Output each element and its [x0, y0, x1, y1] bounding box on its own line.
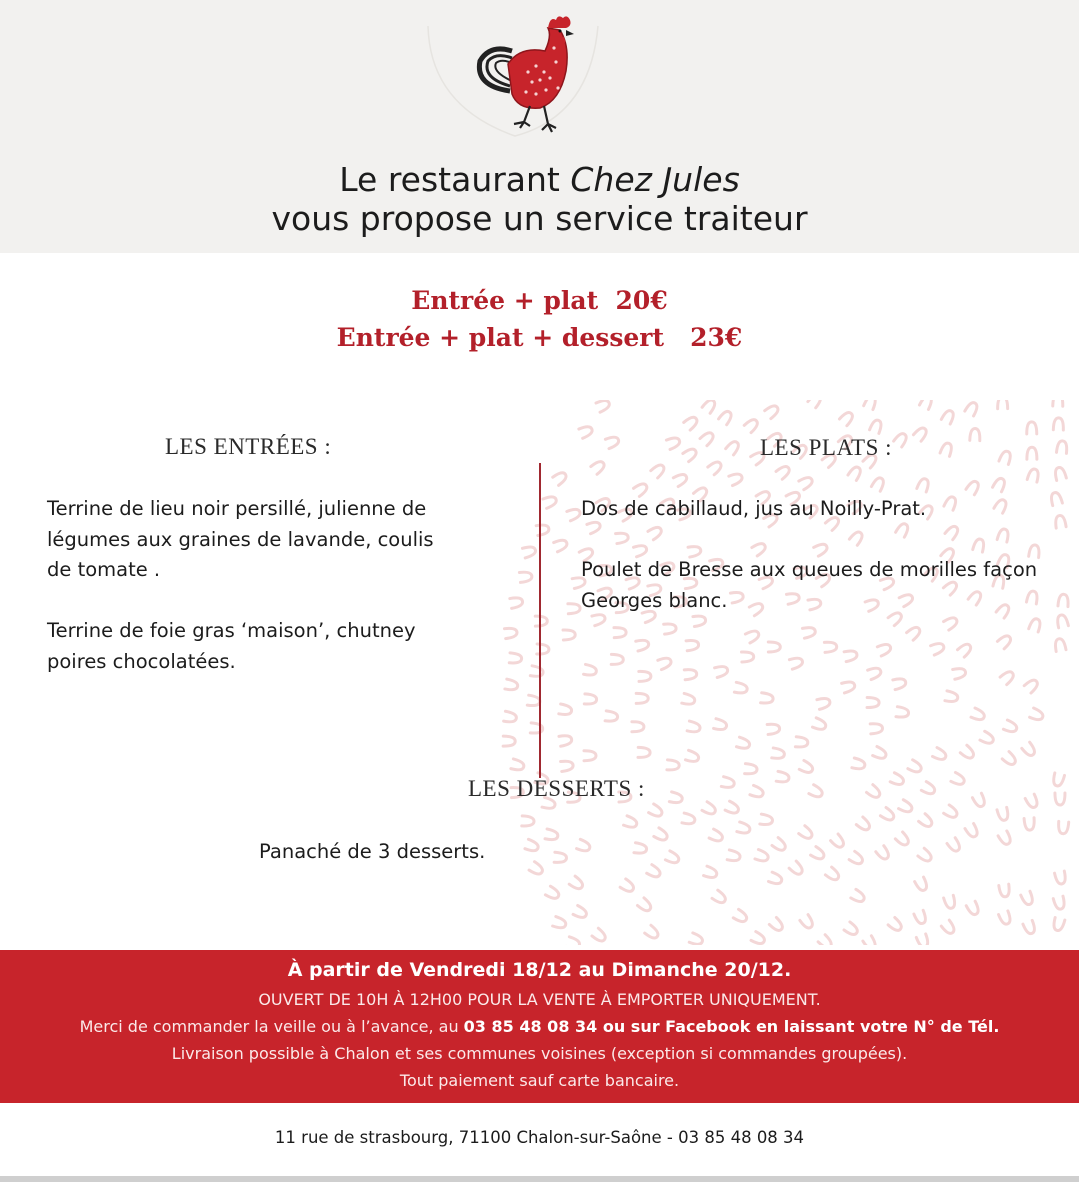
banner-dates: À partir de Vendredi 18/12 au Dimanche 20/12. [287, 959, 792, 981]
banner-hours: OUVERT DE 10H À 12H00 POUR LA VENTE À EMPORTER UNIQUEMENT. [258, 990, 821, 1009]
title-prefix: Le restaurant [339, 160, 571, 199]
entree-line: légumes aux graines de lavande, coulis [47, 527, 434, 551]
price-line-2: Entrée + plat + dessert 23€ [336, 323, 743, 352]
banner-payment: Tout paiement sauf carte bancaire. [399, 1071, 680, 1090]
bottom-border [0, 1176, 1079, 1182]
footer-address: 11 rue de strasbourg, 71100 Chalon-sur-Saône - 03 85 48 08 34 [274, 1128, 805, 1147]
entree-line: Terrine de lieu noir persillé, julienne de [47, 497, 427, 520]
plat-line: Dos de cabillaud, jus au Noilly-Prat. [581, 497, 927, 520]
banner-delivery: Livraison possible à Chalon et ses communes voisines (exception si commandes groupées). [171, 1044, 908, 1063]
order-phone: 03 85 48 08 34 ou sur Facebook en laissant votre N° de Tél. [463, 1017, 1000, 1036]
entree-line: de tomate . [47, 558, 161, 581]
restaurant-name: Chez Jules [570, 160, 740, 199]
entree-line: Terrine de foie gras ‘maison’, chutney [47, 619, 416, 642]
dessert-item: Panaché de 3 desserts. [259, 840, 486, 863]
plat-line: Georges blanc. [581, 588, 728, 612]
title-line-2: vous propose un service traiteur [271, 199, 808, 238]
rooster-logo-icon [420, 6, 610, 146]
entrees-title: LES ENTRÉES : [165, 434, 332, 459]
price-line-1: Entrée + plat 20€ [411, 286, 668, 315]
banner-order [0, 1017, 1079, 1036]
desserts-title: LES DESSERTS : [468, 776, 645, 801]
decorative-pattern [500, 400, 1079, 945]
order-text: Merci de commander la veille ou à l’avance, au [79, 1017, 464, 1036]
header [0, 0, 1079, 253]
info-banner [0, 950, 1079, 1103]
plat-line: Poulet de Bresse aux queues de morilles façon [581, 558, 1038, 581]
column-divider [539, 463, 541, 778]
entree-line: poires chocolatées. [47, 649, 236, 673]
price-list [0, 282, 1079, 356]
entrees-list [47, 494, 507, 677]
plats-title: LES PLATS : [760, 435, 893, 460]
page-title [0, 160, 1079, 238]
plats-list [581, 494, 1076, 616]
